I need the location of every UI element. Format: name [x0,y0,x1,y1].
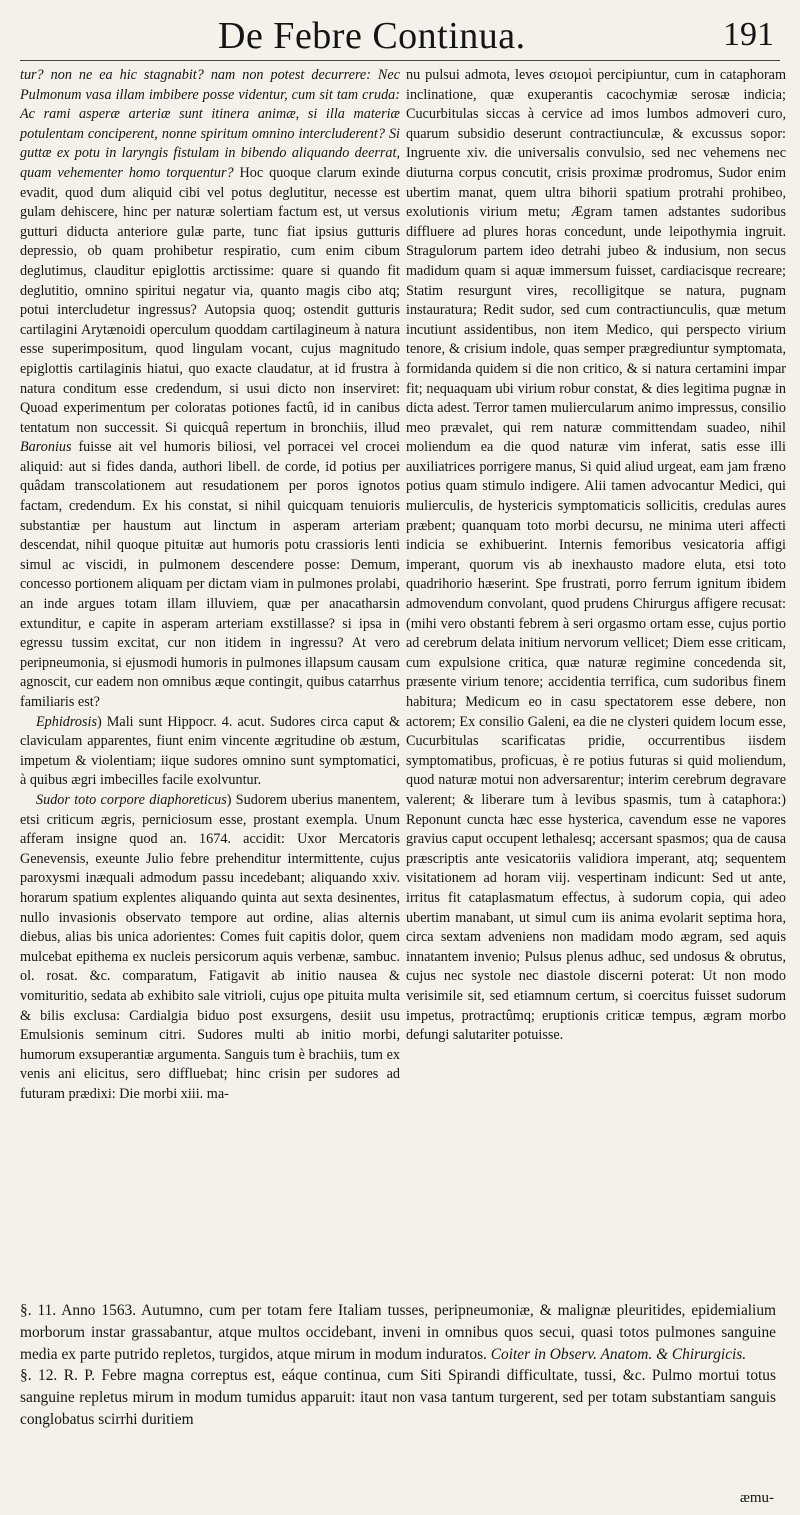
author-name: Baronius [20,439,72,456]
paragraph-ephidrosis [20,713,400,791]
paragraph-1-text: Hoc quoque clarum exinde evadit, quod dum aliquid cibi vel potus deglutitur, necesse est gulam dehiscere, hinc per naturæ solertiam factum est, ut versus gutturi diducta anteriore gulæ parte, tunc fiat ipsius gutturis depressio, ob quam prohibetur respiratio, cum enim cibum deglutimus, clauditur epiglottis arctissime: quare si quando fit deglutitio, omnino spiritui negatur via, quanto magis cibo atq; potui intercludetur ingressus? Autopsia quoq; ostendit gutturis cartilagini Arytænoidi operculum quoddam cartilagineum à natura esse superimpositum, quod lingulam vocant, cujus magnitudo epiglottis cartilaginis hiatui, quo exacte claudatur, at id frustra à natura conditum esse credendum, si usui dicto non inserviret: Quoad experimentum per coloratas potiones factû, id in canibus tentatum non successit. Si quicquâ repertum in bronchiis, illud [20,164,400,436]
right-column [406,66,786,1046]
lemma-sudor: Sudor toto corpore diaphoreticus [36,791,227,808]
lemma-ephidrosis: Ephidrosis [36,713,97,730]
page-header [0,14,800,64]
catchword: æmu- [739,1490,774,1506]
right-column-text: nu pulsui admota, leves σειομοὶ percipiuntur, cum in cataphoram inclinatione, quæ exuperantis cacochymiæ serosæ indicia; Cucurbitulas siccas à cervice ad imos lumbos admoveri curo, quarum subsidio deserunt contractiunculæ, & excussus sopor: Ingruente xiv. die universalis convulsio, sed nec vehemens nec diuturna corpus concutit, crisis proximæ prodromus, Sudor enim ubertim manat, quem ultra bihorii spatium protrahi prohibeo, exolutionis virium metu; Ægram tamen adstantes sudoribus diffluere ad plures horas concedunt, unde leipothymia ingruit. Stragulorum partem ideo detrahi jubeo & indusium, non secus madidum quam si aquæ immersum fuisset, cardiacisque recreare; Statim resurgunt vires, recolligitque se natura, pugnam instauratura; Redit sudor, sed cum contractiunculis, quæ metum incutiunt assidentibus, non item Medico, qui perspecto virium tenore, & crisium indole, quas semper prægrediuntur symptomata, formidanda quidem si die non critico, & si natura certamini impar fit; nequaquam ubi virium robur constat, & dies legitima pugnæ in dicta adest. Terror tamen muliercularum animo impressus, consilio meo prævalet, qui rem naturæ committendam suadeo, nihil moliendum ea die quod naturæ vim inferat, satis esse illi auxiliatrices porrigere manus, Si quid aliud urgeat, eam jam fræno potius quam stimulo indigere. Alii tamen advocantur Medici, qui mulierculis, de hystericis symptomaticis sollicitis, credulas aures præbent; quanquam toto morbi decursu, ne minima uteri affecti indicia se exhibuerint. Internis femoribus vesicatoria affigi imperant, quorum vis ab inexhausto madore eluta, etsi toto quadrihorio hæserint. Spe frustrati, porro ferrum ignitum ibidem admovendum convolant, quod prudens Chirurgus affigere recusat: (mihi vero obstanti febrem à seri orgasmo ortam esse, cujus portio ad cerebrum delata initium nervorum vellicet; Diem esse criticam, cum expulsione critica, quæ naturæ regimine concedenda sit, præsente virium tenore; accidentia terrifica, cum sudoribus finem habitura; Medicum eo in casu spectatorem esse debere, non actorem; Ex consilio Galeni, ea die ne clysteri quidem locum esse, Cucurbitulas scarificatas pridie, occurrentibus iisdem symptomatibus, proficuas, è re potius futuras si quid moliendum, quod naturæ motui non adversarentur; interim cerebrum degravare valerent; & liberare tum à levibus spasmis, tum à cataphora:) Reponunt cuncta hæc esse hysterica, cavendum esse ne vapores gravius caput occupent lethalesq; accersant spasmos; qua de causa præscriptis ante vesicatoriis validiora imperant, atq; sequentem visitationem ad horam viij. vespertinam indicunt: Sed ut ante, irritus fit cataplasmatum effectus, à sudorum copia, qui adeo ubertim manabant, ut simul cum iis anima evolarit septima hora, circa sextam adveniens non madidam modo ægram, sed aquis innatantem invenio; Pulsus plenus adhuc, sed undosus & obrutus, cujus nec systole nec diastole discerni poterat: Ut non modo verisimile sit, sed etiamnum certum, si coercitus fuisset sudorum impetus, protractûmq; eruptionis criticæ tempus, ægram morbo defungi salutariter potuisse. [406,67,786,1044]
running-head: De Febre Continua. [218,15,526,57]
left-column [20,66,400,1104]
section-11-citation: Coiter in Observ. Anatom. & Chirurgicis. [490,1345,747,1363]
header-rule [20,60,780,61]
sudor-text: ) Sudorem uberius manentem, etsi criticum ægris, perniciosum esse, prostant exempla. Unum afferam insigne quod an. 1674. accidit: Uxor Mercatoris Genevensis, exeunte Julio febre prehenditur intermittente, cujus paroxysmi inæquali admodum passu incedebant; aliquando xxiv. horarum spatium explentes aliquando quinta aut sexta desinentes, nullo invasionis observato tempore aut ordine, alias alternis diebus, alias bis unica adorientes: Comes fuit capitis dolor, quem mulcebat epithema ex nucleis persicorum aquis verbenæ, sambuc. ol. rosat. &c. comparatum, Fatigavit ab initio nausea & vomituritio, sedata ab exhibito sale vitrioli, cujus ope pituita multa & bilis exclusa: Cardialgia biduo post exsurgens, desiit usu Emulsionis seminum citri. Sudores multi ab initio morbi, humorum exsuperantiæ argumenta. Sanguis tum è brachiis, tum ex venis ani elicitus, sero diffluebat; hinc crisin per sudores ad futuram prædixi: Die morbi xiii. ma- [20,791,400,1102]
section-11 [20,1300,776,1365]
paragraph-1-end: fuisse ait vel humoris biliosi, vel porracei vel crocei aliquid: aut si fides danda, authori libell. de corde, id potius per quâdam transcolationem aut resudationem per poros ignotos factam, credendum. Ex his constat, si nihil quicquam tenuioris substantiæ per haustum aut linctum in asperam arteriam descendat, nihil quoque pituitæ aut humoris potu crassioris lenti simul ac viscidi, in pulmonem descendere posse: Demum, concesso portionem aliquam per dictam viam in pulmones prolabi, an inde argues totam illam illuviem, quæ per anacatharsin extunditur, e capite in asperam arteriam exstillasse? si ipsa in egressu tussim excitat, cur non itidem in ingressu? At vero peripneumonia, si ejusmodi humoris in pulmones illapsum causam agnoscit, cur eadem non omnibus æque contingit, quibus catarrhus familiaris est? [20,439,400,710]
full-width-sections [20,1300,776,1431]
paragraph-sudor [20,791,400,1105]
italic-quotation: tur? non ne ea hic stagnabit? nam non potest decurrere: Nec Pulmonum vasa illam imbibere posse videntur, cum sit tam cruda: Ac rami asperæ arteriæ sunt itinera animæ, si illa materiæ potulentam conciperent, nonne spiritum omnino intercluderent? Si guttæ ex potu in laryngis fistulam in bibendo aliquando deerrat, quam vehementer homo torquentur? [20,67,400,181]
paragraph-1 [20,66,400,713]
section-11-text: §. 11. Anno 1563. Autumno, cum per totam fere Italiam tusses, peripneumoniæ, & malignæ pleuritides, epidemialium morborum instar grassabantur, atque multos occidebant, inveni in omnibus quos secui, quasi totos pulmones sanguine media ex parte putrido repletos, turgidos, atque mirum in modum induratos. [20,1302,776,1363]
section-12: §. 12. R. P. Febre magna correptus est, eáque continua, cum Siti Spirandi difficultate, tussi, &c. Pulmo mortui totus sanguine repletus mirum in modum tumidus apparuit: itaut non vasa tantum turgerent, sed per totam substantiam sanguis conglobatus scirrhi duritiem [20,1367,776,1428]
ephidrosis-text: ) Mali sunt Hippocr. 4. acut. Sudores circa caput & claviculam apparentes, fiunt enim vincente ægritudine ob æstum, impetum & violentiam; iique sudores omnino sunt symptomatici, à quibus ægri imbecilles facile exolvuntur. [20,713,400,789]
page-number: 191 [723,16,774,53]
